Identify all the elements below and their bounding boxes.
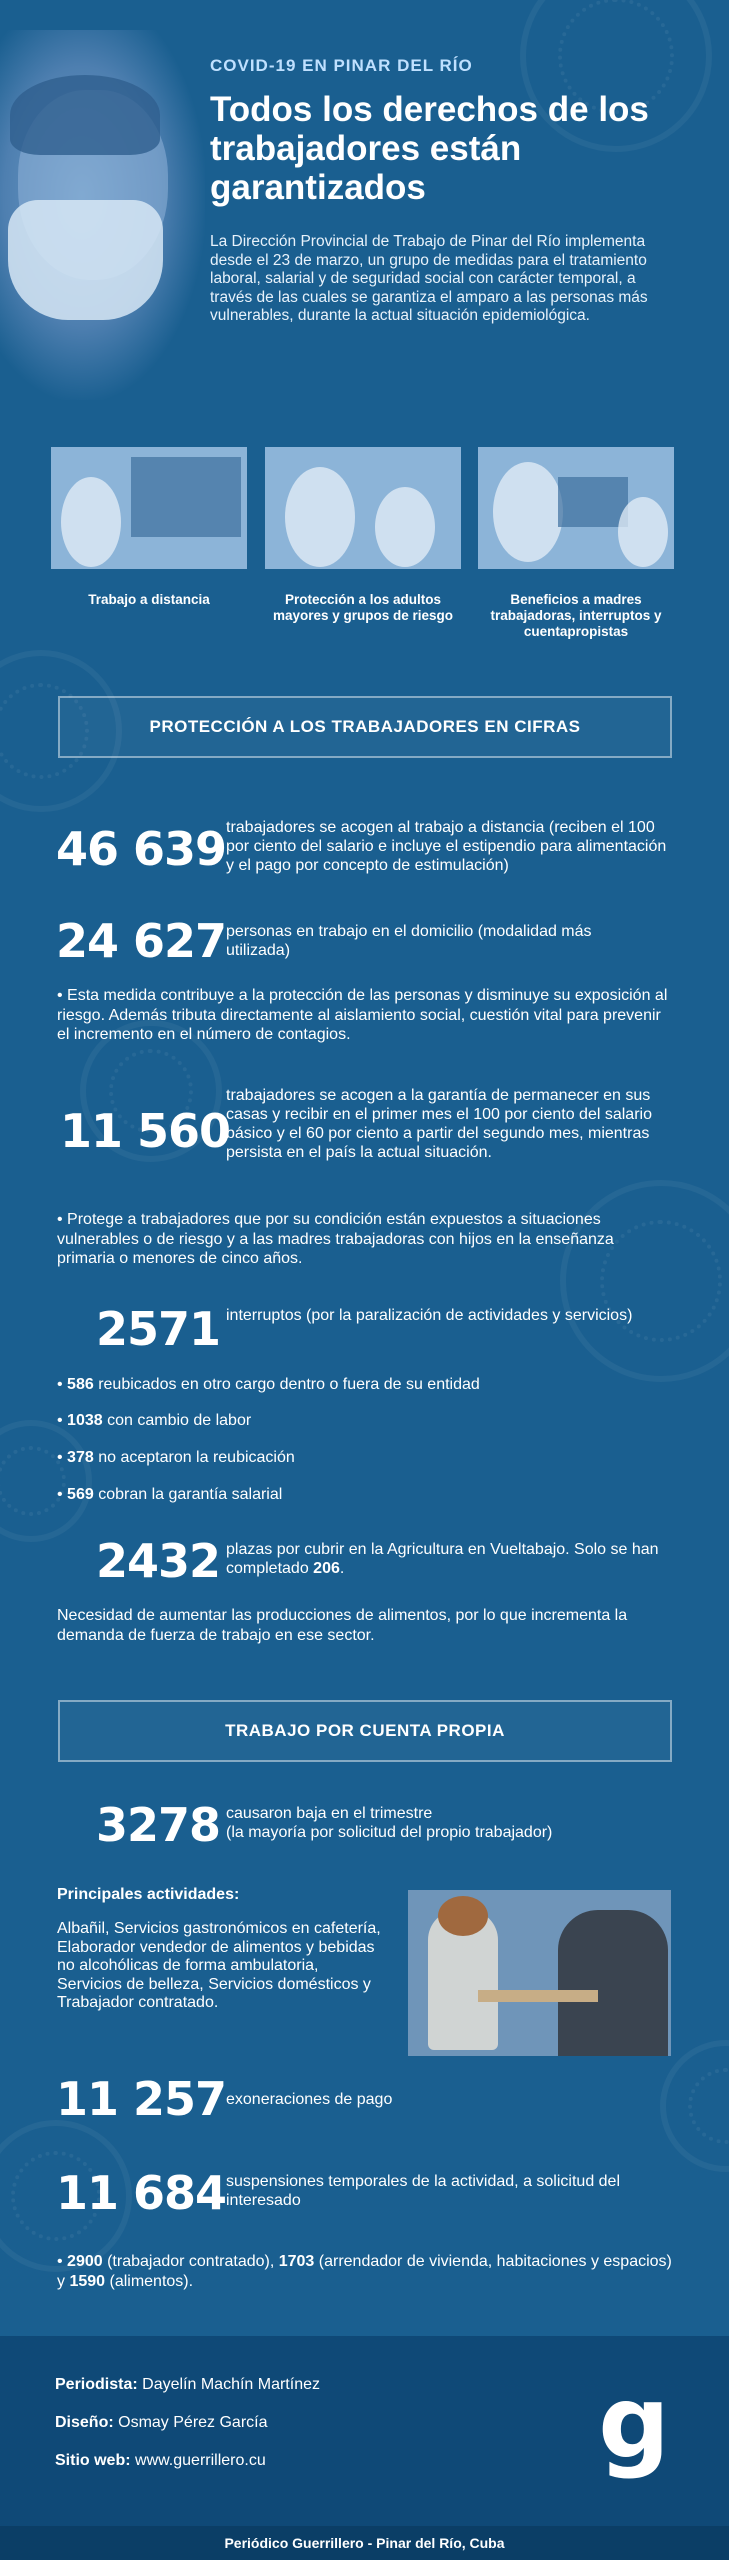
caption-elderly-protection: Protección a los adultos mayores y grupos de riesgo: [272, 592, 454, 623]
stat-text-stay-home: trabajadores se acogen a la garantía de permanecer en sus casas y recibir en el primer mes el 100 por ciento del salario básico y el 60 por ciento a partir del segundo mes, mientras persista en el país la actual situación.: [226, 1087, 652, 1161]
virus-decoration: [0, 1420, 92, 1542]
photo-food-vendor: [408, 1890, 671, 2056]
stat-number-home-work: 24 627: [56, 914, 227, 968]
virus-decoration: [660, 2040, 729, 2172]
hair-shape: [10, 75, 160, 155]
masked-man-photo: [0, 30, 205, 400]
guerrillero-logo: g: [598, 2364, 670, 2481]
section-title: TRABAJO POR CUENTA PROPIA: [225, 1721, 505, 1740]
section-header-self-employment: [58, 1700, 672, 1762]
stat-text-temporary-suspensions: suspensiones temporales de la actividad, a solicitud del interesado: [226, 2173, 621, 2209]
photo-mothers-children: [478, 447, 674, 569]
bottom-bar: Periódico Guerrillero - Pinar del Río, Cuba: [0, 2526, 729, 2560]
page-title: Todos los derechos de los trabajadores están garantizados: [210, 90, 649, 207]
journalist-credit: Periodista: Dayelín Machín Martínez: [55, 2376, 320, 2393]
bullet-refused-relocation: • 378 no aceptaron la reubicación: [57, 1449, 295, 1466]
caption-mothers-benefits: Beneficios a madres trabajadoras, interruptos y cuentapropistas: [490, 592, 662, 639]
activities-title: Principales actividades:: [57, 1886, 240, 1903]
stat-text-deregistered: causaron baja en el trimestre (la mayoría por solicitud del propio trabajador): [226, 1805, 553, 1841]
section-title: PROTECCIÓN A LOS TRABAJADORES EN CIFRAS: [149, 717, 581, 736]
section-header-workers-figures: [58, 696, 672, 758]
stat-number-remote-work: 46 639: [56, 822, 227, 876]
photo-elderly-protection: [265, 447, 461, 569]
stat-number-payment-exemptions: 11 257: [56, 2072, 227, 2126]
face-mask-shape: [8, 200, 163, 320]
activities-text: Albañil, Servicios gastronómicos en cafetería, Elaborador vendedor de alimentos y bebidas no alcohólicas de forma ambulatoria, Servicios de belleza, Servicios domésticos y Trabajador contratado.: [57, 1920, 381, 2011]
intro-paragraph: La Dirección Provincial de Trabajo de Pinar del Río implementa desde el 23 de marzo, un grupo de medidas para el tratamiento laboral, salarial y de seguridad social con carácter temporal, a través de las cuales se garantiza el amparo a las personas más vulnerables, durante la actual situación epidemiológica.: [210, 233, 648, 324]
bullet-job-change: • 1038 con cambio de labor: [57, 1412, 252, 1429]
paragraph-vulnerable-workers: • Protege a trabajadores que por su condición están expuestos a situaciones vulnerables o de riesgo y a las madres trabajadoras con hijos en la enseñanza primaria o menores de cinco años.: [57, 1211, 614, 1267]
stat-number-agriculture: 2432: [96, 1534, 221, 1588]
design-credit: Diseño: Osmay Pérez García: [55, 2414, 268, 2431]
stat-number-interrupted: 2571: [96, 1302, 221, 1356]
bullet-relocated: • 586 reubicados en otro cargo dentro o fuera de su entidad: [57, 1376, 480, 1393]
stat-text-payment-exemptions: exoneraciones de pago: [226, 2091, 393, 2108]
caption-remote-work: Trabajo a distancia: [88, 592, 210, 607]
stat-text-remote-work: trabajadores se acogen al trabajo a distancia (reciben el 100 por ciento del salario e incluye el estipendio para alimentación y el pago por concepto de estimulación): [226, 819, 667, 874]
photo-remote-work: [51, 447, 247, 569]
paragraph-protection-measure: • Esta medida contribuye a la protección de las personas y disminuye su exposición al riesgo. Además tributa directamente al aislamiento social, cuestión vital para prevenir el incremento en el número de contagios.: [57, 987, 668, 1043]
stat-number-stay-home: 11 560: [60, 1104, 231, 1158]
stat-text-agriculture: plazas por cubrir en la Agricultura en Vueltabajo. Solo se han completado 206.: [226, 1541, 659, 1577]
stat-text-home-work: personas en trabajo en el domicilio (modalidad más utilizada): [226, 923, 592, 959]
stat-number-deregistered: 3278: [96, 1798, 221, 1852]
stat-text-interrupted: interruptos (por la paralización de actividades y servicios): [226, 1307, 633, 1324]
paragraph-food-production: Necesidad de aumentar las producciones de alimentos, por lo que incrementa la demanda de fuerza de trabajo en ese sector.: [57, 1607, 628, 1644]
paragraph-suspension-breakdown: • 2900 (trabajador contratado), 1703 (arrendador de vivienda, habitaciones y espacios) y 1590 (alimentos).: [57, 2253, 672, 2290]
kicker: COVID-19 EN PINAR DEL RÍO: [210, 56, 473, 75]
bullet-salary-guarantee: • 569 cobran la garantía salarial: [57, 1486, 283, 1503]
website-credit[interactable]: Sitio web: www.guerrillero.cu: [55, 2452, 266, 2469]
stat-number-temporary-suspensions: 11 684: [56, 2166, 227, 2220]
